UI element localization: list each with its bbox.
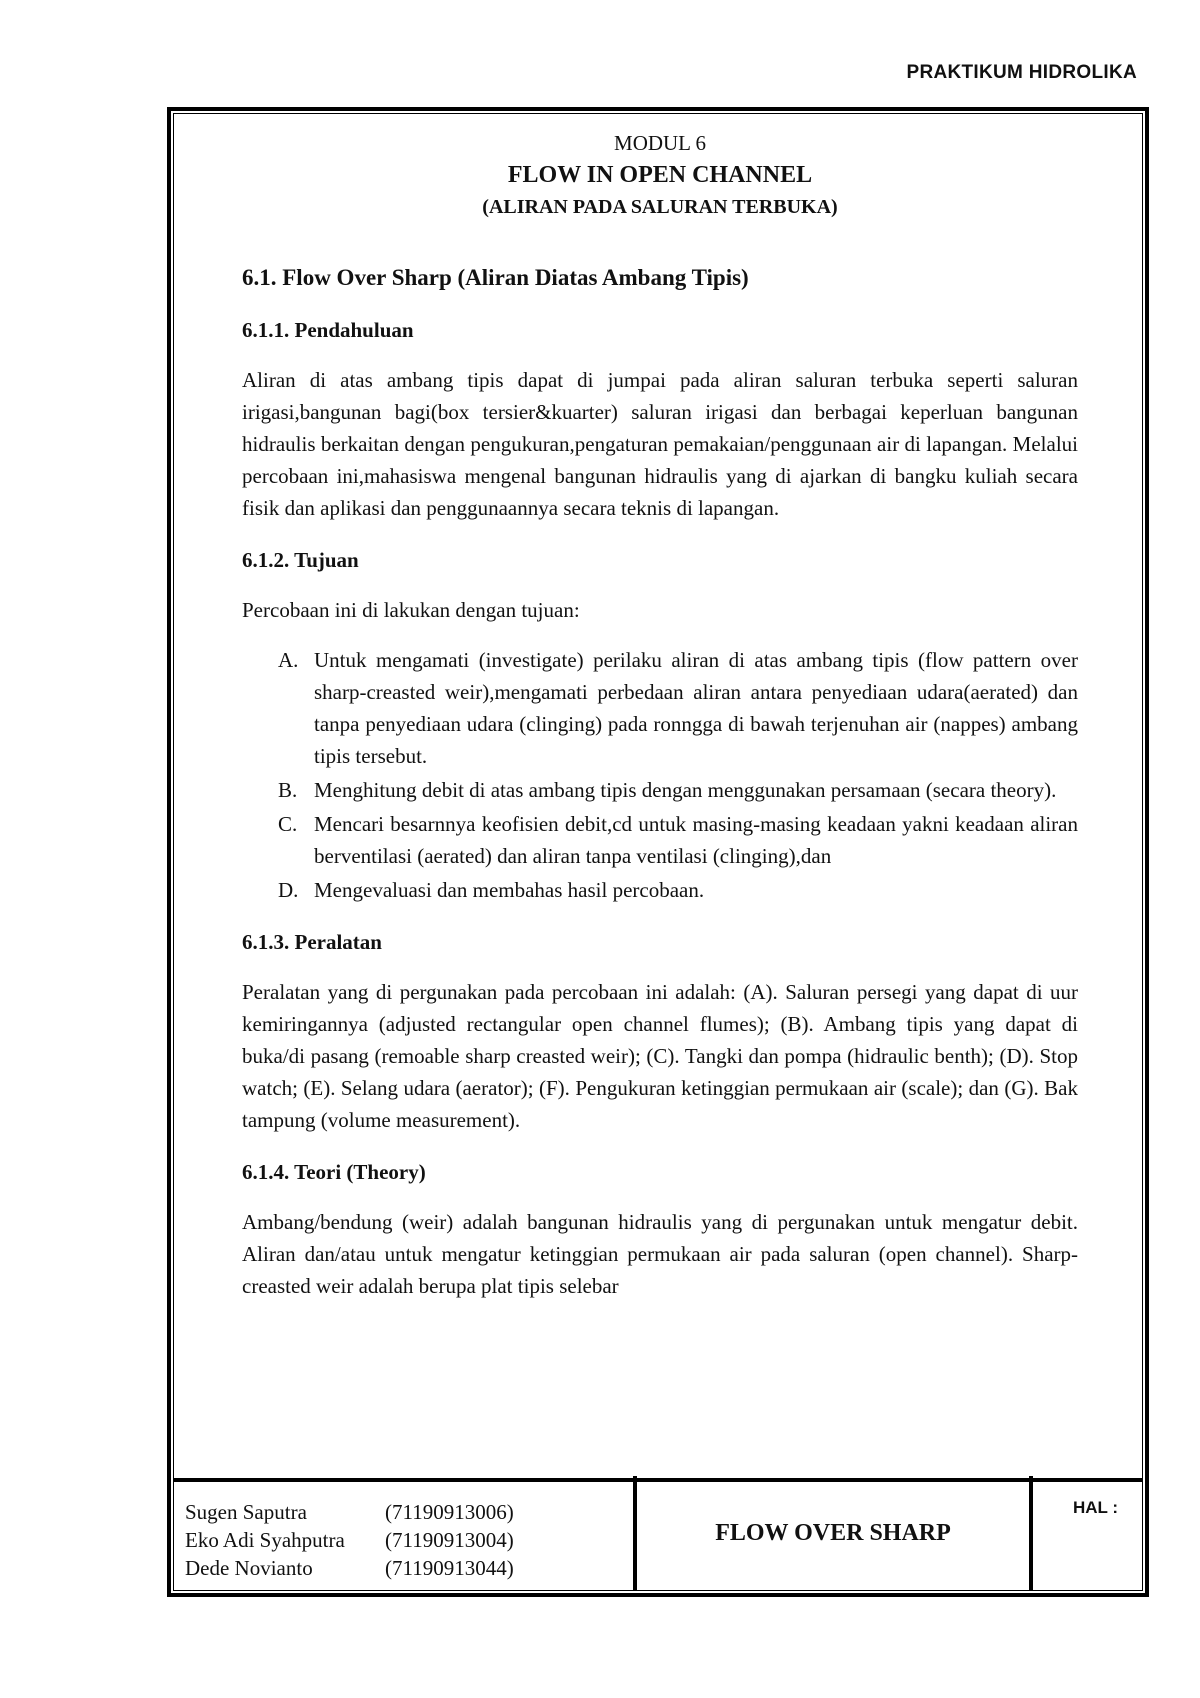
author-id: (71190913044) <box>385 1556 514 1580</box>
module-title: FLOW IN OPEN CHANNEL <box>507 162 813 188</box>
author-row <box>185 1554 514 1582</box>
section-heading: 6.1. Flow Over Sharp (Aliran Diatas Ambang Tipis) <box>242 265 749 290</box>
module-number: MODUL 6 <box>614 131 706 155</box>
list-item-text: Mencari besarnnya keofisien debit,cd untuk masing-masing keadaan yakni keadaan aliran berventilasi (aerated) dan aliran tanpa ventilasi (clinging),dan <box>314 812 1078 868</box>
page-header: PRAKTIKUM HIDROLIKA <box>906 62 1137 83</box>
list-item <box>242 644 1078 772</box>
author-name: Dede Novianto <box>185 1556 313 1580</box>
author-name: Eko Adi Syahputra <box>185 1528 345 1552</box>
list-item-letter: C. <box>278 812 298 836</box>
author-name: Sugen Saputra <box>185 1500 307 1524</box>
list-item-letter: A. <box>278 648 299 672</box>
list-item-text: Mengevaluasi dan membahas hasil percobaan. <box>314 878 705 902</box>
pendahuluan-heading: 6.1.1. Pendahuluan <box>242 318 414 342</box>
author-list <box>185 1498 514 1582</box>
list-item <box>242 774 1078 806</box>
list-item <box>242 874 1078 906</box>
tujuan-list <box>242 644 1078 906</box>
footer-title: FLOW OVER SHARP <box>715 1520 951 1546</box>
tujuan-heading: 6.1.2. Tujuan <box>242 548 359 572</box>
footer-table <box>173 1478 1143 1591</box>
author-id: (71190913006) <box>385 1500 514 1524</box>
author-id: (71190913004) <box>385 1528 514 1552</box>
pendahuluan-text: Aliran di atas ambang tipis dapat di jumpai pada aliran saluran terbuka seperti saluran irigasi,bangunan bagi(box tersier&kuarter) saluran irigasi dan berbagai keperluan bangunan hidraulis berkaitan dengan pengukuran,pengaturan pemakaian/penggunaan air di lapangan. Melalui percobaan ini,mahasiswa mengenal bangunan hidraulis yang di ajarkan di bangku kuliah secara fisik dan aplikasi dan penggunaannya secara teknis di lapangan. <box>242 368 1078 520</box>
peralatan-text: Peralatan yang di pergunakan pada percobaan ini adalah: (A). Saluran persegi yang dapat di uur kemiringannya (adjusted rectangular open channel flumes); (B). Ambang tipis yang dapat di buka/di pasang (remoable sharp creasted weir); (C). Tangki dan pompa (hidraulic benth); (D). Stop watch; (E). Selang udara (aerator); (F). Pengukuran ketinggian permukaan air (scale); dan (G). Bak tampung (volume measurement). <box>242 980 1078 1132</box>
list-item-text: Untuk mengamati (investigate) perilaku aliran di atas ambang tipis (flow pattern over sharp-creasted weir),mengamati perbedaan aliran antara penyediaan udara(aerated) dan tanpa penyediaan udara (clinging) pada ronngga di bawah terjenuhan air (nappes) ambang tipis tersebut. <box>314 648 1078 768</box>
tujuan-intro: Percobaan ini di lakukan dengan tujuan: <box>242 598 580 622</box>
teori-heading: 6.1.4. Teori (Theory) <box>242 1160 426 1184</box>
author-row <box>185 1498 514 1526</box>
list-item-text: Menghitung debit di atas ambang tipis dengan menggunakan persamaan (secara theory). <box>314 778 1057 802</box>
list-item-letter: B. <box>278 778 298 802</box>
list-item <box>242 808 1078 872</box>
author-row <box>185 1526 514 1554</box>
module-subtitle: (ALIRAN PADA SALURAN TERBUKA) <box>482 196 838 218</box>
footer-title-cell <box>633 1476 1033 1591</box>
teori-text: Ambang/bendung (weir) adalah bangunan hidraulis yang di pergunakan untuk mengatur debit. Aliran dan/atau untuk mengatur ketinggian permukaan air pada saluran (open channel). Sharp-creasted weir adalah berupa plat tipis selebar <box>242 1210 1078 1298</box>
title-block <box>242 128 1078 222</box>
peralatan-heading: 6.1.3. Peralatan <box>242 930 382 954</box>
list-item-letter: D. <box>278 878 299 902</box>
page-number-label: HAL : <box>1073 1498 1119 1517</box>
document-body <box>242 128 1078 1302</box>
